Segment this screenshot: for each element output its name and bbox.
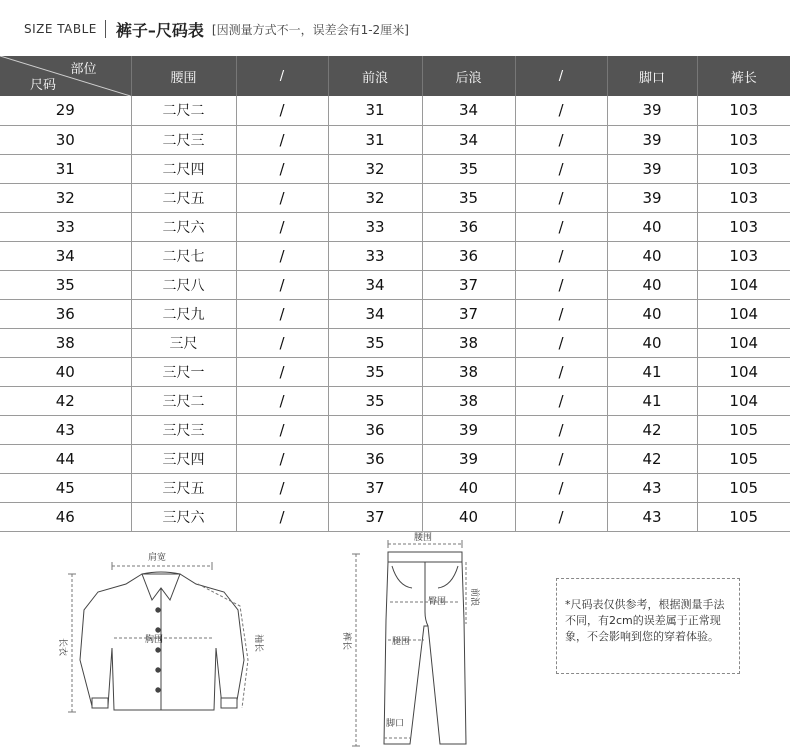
measurement-cell: /: [236, 183, 328, 212]
corner-diagonal: [0, 56, 131, 96]
measurement-cell: /: [236, 270, 328, 299]
measurement-cell: /: [515, 212, 607, 241]
measurement-cell: 43: [607, 502, 697, 531]
table-row: [0, 270, 790, 299]
measurement-cell: 三尺五: [131, 473, 236, 502]
header-title: 裤子–尺码表: [115, 20, 204, 40]
measurement-cell: /: [515, 357, 607, 386]
measurement-cell: 40: [607, 299, 697, 328]
measurement-cell: 39: [607, 96, 697, 125]
measurement-note-box: [556, 578, 740, 674]
column-header: 脚口: [607, 56, 697, 96]
measurement-cell: 37: [422, 299, 515, 328]
corner-header-cell: [0, 56, 131, 96]
measurement-cell: 103: [697, 154, 790, 183]
measurement-cell: /: [515, 444, 607, 473]
measurement-cell: 38: [422, 357, 515, 386]
table-row: [0, 415, 790, 444]
measurement-cell: 103: [697, 241, 790, 270]
table-row: [0, 212, 790, 241]
measurement-cell: 二尺七: [131, 241, 236, 270]
measurement-cell: 二尺二: [131, 96, 236, 125]
measurement-cell: 104: [697, 357, 790, 386]
measurement-cell: 36: [328, 415, 422, 444]
table-row: [0, 299, 790, 328]
measurement-cell: 105: [697, 415, 790, 444]
measurement-cell: 105: [697, 444, 790, 473]
measurement-cell: 34: [328, 299, 422, 328]
corner-label-part: 部位: [70, 62, 97, 77]
measurement-cell: /: [236, 125, 328, 154]
measurement-cell: 103: [697, 212, 790, 241]
size-table: [0, 56, 790, 532]
measurement-cell: /: [515, 502, 607, 531]
measurement-cell: 35: [328, 357, 422, 386]
header-english-title: SIZE TABLE: [24, 22, 97, 36]
measurement-cell: /: [515, 386, 607, 415]
measurement-cell: 39: [607, 125, 697, 154]
measurement-cell: 32: [328, 183, 422, 212]
measurement-cell: 31: [328, 125, 422, 154]
measurement-cell: 二尺三: [131, 125, 236, 154]
measurement-cell: /: [236, 357, 328, 386]
measurement-cell: 31: [328, 96, 422, 125]
table-row: [0, 502, 790, 531]
measurement-cell: 33: [328, 241, 422, 270]
measurement-cell: /: [236, 415, 328, 444]
measurement-cell: 105: [697, 502, 790, 531]
pants-label-hip: 臀围: [428, 597, 447, 607]
measurement-cell: 二尺五: [131, 183, 236, 212]
size-cell: 45: [0, 473, 131, 502]
measurement-cell: 二尺八: [131, 270, 236, 299]
measurement-cell: 三尺: [131, 328, 236, 357]
size-cell: 31: [0, 154, 131, 183]
measurement-cell: /: [236, 473, 328, 502]
header-note: [因测量方式不一，误差会有1-2厘米]: [211, 22, 409, 37]
measurement-cell: 39: [607, 154, 697, 183]
measurement-cell: 36: [422, 212, 515, 241]
measurement-cell: /: [236, 96, 328, 125]
measurement-cell: /: [515, 299, 607, 328]
table-header-row: [0, 56, 790, 96]
measurement-cell: /: [515, 328, 607, 357]
size-cell: 29: [0, 96, 131, 125]
measurement-cell: 104: [697, 299, 790, 328]
measurement-cell: 104: [697, 328, 790, 357]
measurement-cell: 40: [422, 502, 515, 531]
measurement-cell: 39: [607, 183, 697, 212]
measurement-cell: /: [515, 270, 607, 299]
measurement-cell: 41: [607, 386, 697, 415]
measurement-note-text: *尺码表仅供参考，根据测量手法不同，有2cm的误差属于正常现象，不会影响到您的穿着体验。: [565, 598, 725, 643]
shirt-label-chest: 胸围: [145, 635, 164, 645]
measurement-cell: 37: [328, 502, 422, 531]
table-row: [0, 386, 790, 415]
table-row: [0, 473, 790, 502]
size-cell: 35: [0, 270, 131, 299]
column-header: 裤长: [697, 56, 790, 96]
measurement-cell: 104: [697, 386, 790, 415]
size-table-header: [24, 14, 409, 44]
measurement-cell: 103: [697, 125, 790, 154]
measurement-cell: 二尺四: [131, 154, 236, 183]
measurement-cell: 40: [422, 473, 515, 502]
shirt-label-shoulder: 肩宽: [148, 553, 167, 563]
measurement-cell: 104: [697, 270, 790, 299]
pants-label-thigh: 腿围: [392, 637, 411, 647]
measurement-cell: 三尺六: [131, 502, 236, 531]
column-header: 后浪: [422, 56, 515, 96]
measurement-cell: /: [515, 96, 607, 125]
measurement-cell: 35: [328, 386, 422, 415]
measurement-cell: 三尺三: [131, 415, 236, 444]
measurement-cell: 42: [607, 415, 697, 444]
measurement-cell: 41: [607, 357, 697, 386]
measurement-cell: /: [236, 328, 328, 357]
column-header: 前浪: [328, 56, 422, 96]
corner-label-size: 尺码: [30, 78, 57, 93]
pants-label-waist: 腰围: [414, 533, 433, 543]
measurement-cell: /: [515, 183, 607, 212]
shirt-label-length: 长衣: [57, 638, 67, 657]
table-row: [0, 357, 790, 386]
measurement-cell: 三尺二: [131, 386, 236, 415]
measurement-cell: 38: [422, 328, 515, 357]
measurement-cell: /: [236, 154, 328, 183]
measurement-cell: 36: [422, 241, 515, 270]
column-header: 腰围: [131, 56, 236, 96]
measurement-cell: 40: [607, 212, 697, 241]
measurement-cell: /: [236, 212, 328, 241]
table-row: [0, 96, 790, 125]
size-cell: 32: [0, 183, 131, 212]
measurement-cell: 42: [607, 444, 697, 473]
measurement-cell: 40: [607, 328, 697, 357]
header-divider: [105, 20, 106, 38]
size-cell: 44: [0, 444, 131, 473]
measurement-cell: /: [236, 299, 328, 328]
measurement-cell: 35: [422, 183, 515, 212]
measurement-cell: 34: [422, 125, 515, 154]
measurement-cell: 38: [422, 386, 515, 415]
measurement-cell: /: [236, 241, 328, 270]
shirt-label-sleeve: 袖长: [253, 634, 263, 653]
measurement-cell: /: [515, 125, 607, 154]
column-header: /: [236, 56, 328, 96]
measurement-cell: 35: [328, 328, 422, 357]
measurement-cell: 37: [328, 473, 422, 502]
measurement-cell: 三尺一: [131, 357, 236, 386]
measurement-cell: 39: [422, 444, 515, 473]
size-cell: 42: [0, 386, 131, 415]
size-cell: 40: [0, 357, 131, 386]
size-cell: 46: [0, 502, 131, 531]
table-row: [0, 444, 790, 473]
table-row: [0, 125, 790, 154]
measurement-cell: /: [515, 154, 607, 183]
measurement-cell: 34: [328, 270, 422, 299]
measurement-cell: 39: [422, 415, 515, 444]
measurement-cell: 32: [328, 154, 422, 183]
size-cell: 38: [0, 328, 131, 357]
table-row: [0, 241, 790, 270]
measurement-cell: 二尺六: [131, 212, 236, 241]
measurement-cell: 103: [697, 96, 790, 125]
measurement-cell: 43: [607, 473, 697, 502]
size-cell: 30: [0, 125, 131, 154]
measurement-cell: 35: [422, 154, 515, 183]
table-body: [0, 96, 790, 531]
pants-label-hem: 脚口: [386, 719, 405, 729]
size-cell: 43: [0, 415, 131, 444]
measurement-cell: 二尺九: [131, 299, 236, 328]
measurement-cell: /: [236, 386, 328, 415]
measurement-cell: 33: [328, 212, 422, 241]
size-cell: 36: [0, 299, 131, 328]
measurement-cell: 103: [697, 183, 790, 212]
size-cell: 34: [0, 241, 131, 270]
pants-label-front-rise: 前浪: [469, 588, 479, 607]
table-row: [0, 328, 790, 357]
measurement-cell: 三尺四: [131, 444, 236, 473]
column-header: /: [515, 56, 607, 96]
measurement-cell: /: [515, 415, 607, 444]
measurement-cell: /: [515, 473, 607, 502]
size-cell: 33: [0, 212, 131, 241]
table-row: [0, 154, 790, 183]
measurement-cell: 34: [422, 96, 515, 125]
measurement-cell: 37: [422, 270, 515, 299]
measurement-cell: /: [236, 444, 328, 473]
measurement-cell: /: [515, 241, 607, 270]
measurement-cell: /: [236, 502, 328, 531]
table-row: [0, 183, 790, 212]
measurement-cell: 105: [697, 473, 790, 502]
measurement-cell: 40: [607, 270, 697, 299]
measurement-cell: 40: [607, 241, 697, 270]
pants-label-length: 裤长: [341, 632, 351, 651]
measurement-cell: 36: [328, 444, 422, 473]
